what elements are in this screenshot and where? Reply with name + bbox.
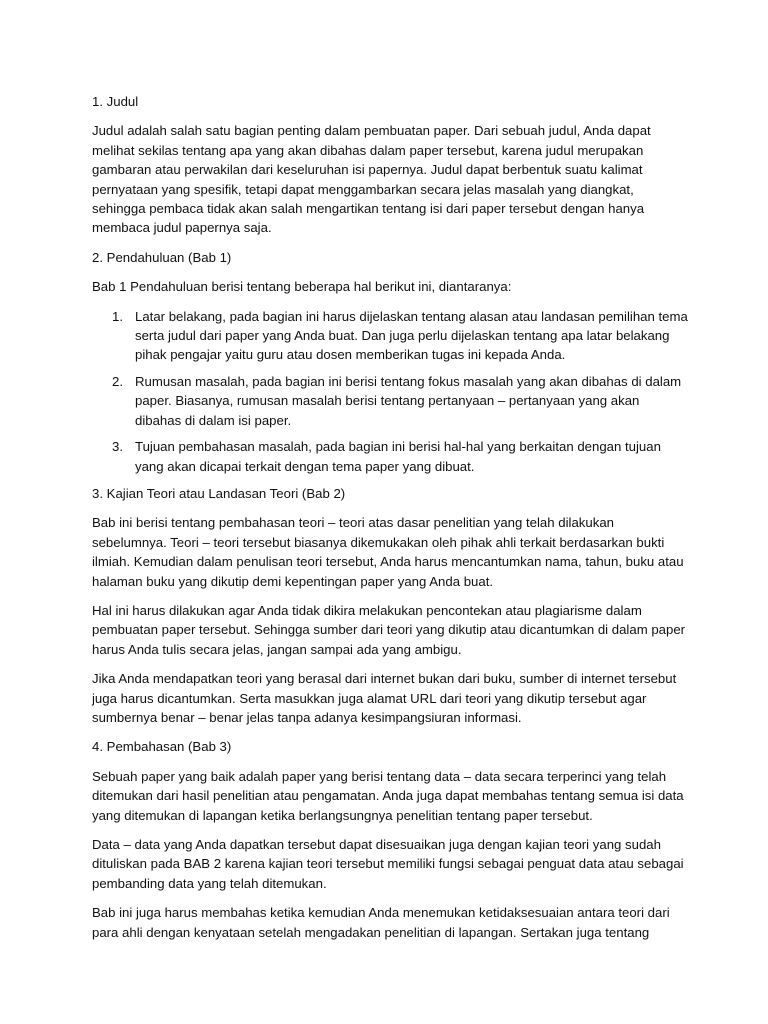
list-item	[92, 437, 688, 476]
paragraph: Bab ini juga harus membahas ketika kemudian Anda menemukan ketidaksesuaian antara teori dari para ahli dengan kenyataan setelah mengadakan penelitian di lapangan. Sertakan juga tentang	[92, 905, 670, 940]
paragraph: Bab 1 Pendahuluan berisi tentang beberapa hal berikut ini, diantaranya:	[92, 279, 512, 295]
document-page	[92, 92, 688, 952]
list-item-text: Tujuan pembahasan masalah, pada bagian ini berisi hal-hal yang berkaitan dengan tujuan yang akan dicapai terkait dengan tema paper yang dibuat.	[135, 439, 661, 474]
list-item	[92, 372, 688, 430]
section-heading-pembahasan: 4. Pembahasan (Bab 3)	[92, 739, 232, 755]
list-item-text: Rumusan masalah, pada bagian ini berisi tentang fokus masalah yang akan dibahas di dalam paper. Biasanya, rumusan masalah berisi tentang pertanyaan – pertanyaan yang akan dibahas di dalam isi paper.	[135, 373, 682, 428]
section-heading-pendahuluan: 2. Pendahuluan (Bab 1)	[92, 249, 232, 265]
list-item-number: 1.	[112, 308, 123, 324]
section-heading-judul: 1. Judul	[92, 94, 139, 109]
list-item-text: Latar belakang, pada bagian ini harus dijelaskan tentang alasan atau landasan pemilihan tema serta judul dari paper yang Anda buat. Dan juga perlu dijelaskan tentang apa latar belakang pihak pengajar yaitu guru atau dosen memberikan tugas ini kepada Anda.	[135, 308, 688, 363]
paragraph: Jika Anda mendapatkan teori yang berasal dari internet bukan dari buku, sumber di internet tersebut juga harus dicantumkan. Serta masukkan juga alamat URL dari teori yang dikutip tersebut agar sumbernya benar – benar jelas tanpa adanya kesimpangsiuran informasi.	[92, 671, 677, 725]
paragraph: Hal ini harus dilakukan agar Anda tidak dikira melakukan pencontekan atau plagiarisme dalam pembuatan paper tersebut. Sehingga sumber dari teori yang dikutip atau dicantumkan di dalam paper harus Anda tulis secara jelas, jangan sampai ada yang ambigu.	[92, 602, 686, 657]
paragraph: Judul adalah salah satu bagian penting dalam pembuatan paper. Dari sebuah judul, Anda dapat melihat sekilas tentang apa yang akan dibahas dalam paper tersebut, karena judul merupakan gambaran atau perwakilan dari keseluruhan isi papernya. Judul dapat berbentuk suatu kalimat pernyataan yang spesifik, tetapi dapat menggambarkan secara jelas masalah yang diangkat, sehingga pembaca tidak akan salah mengartikan tentang isi dari paper tersebut dengan hanya membaca judul papernya saja.	[92, 123, 651, 236]
list-item-number: 2.	[112, 373, 123, 389]
list-item-number: 3.	[112, 439, 123, 455]
paragraph: Data – data yang Anda dapatkan tersebut dapat disesuaikan juga dengan kajian teori yang sudah dituliskan pada BAB 2 karena kajian teori tersebut memiliki fungsi sebagai penguat data atau sebagai pembanding data yang telah ditemukan.	[92, 837, 684, 891]
section-heading-kajian-teori: 3. Kajian Teori atau Landasan Teori (Bab 2)	[92, 485, 346, 501]
list-item	[92, 307, 688, 365]
paragraph: Sebuah paper yang baik adalah paper yang berisi tentang data – data secara terperinci yang telah ditemukan dari hasil penelitian atau pengamatan. Anda juga dapat membahas tentang semua isi data yang ditemukan di lapangan ketika berlangsungnya penelitian tentang paper tersebut.	[92, 768, 684, 823]
numbered-list	[92, 307, 688, 476]
paragraph: Bab ini berisi tentang pembahasan teori – teori atas dasar penelitian yang telah dilakukan sebelumnya. Teori – teori tersebut biasanya dikemukakan oleh pihak ahli terkait berdasarkan bukti ilmiah. Kemudian dalam penulisan teori tersebut, Anda harus mencantumkan nama, tahun, buku atau halaman buku yang dikutip demi kepentingan paper yang Anda buat.	[92, 515, 684, 589]
